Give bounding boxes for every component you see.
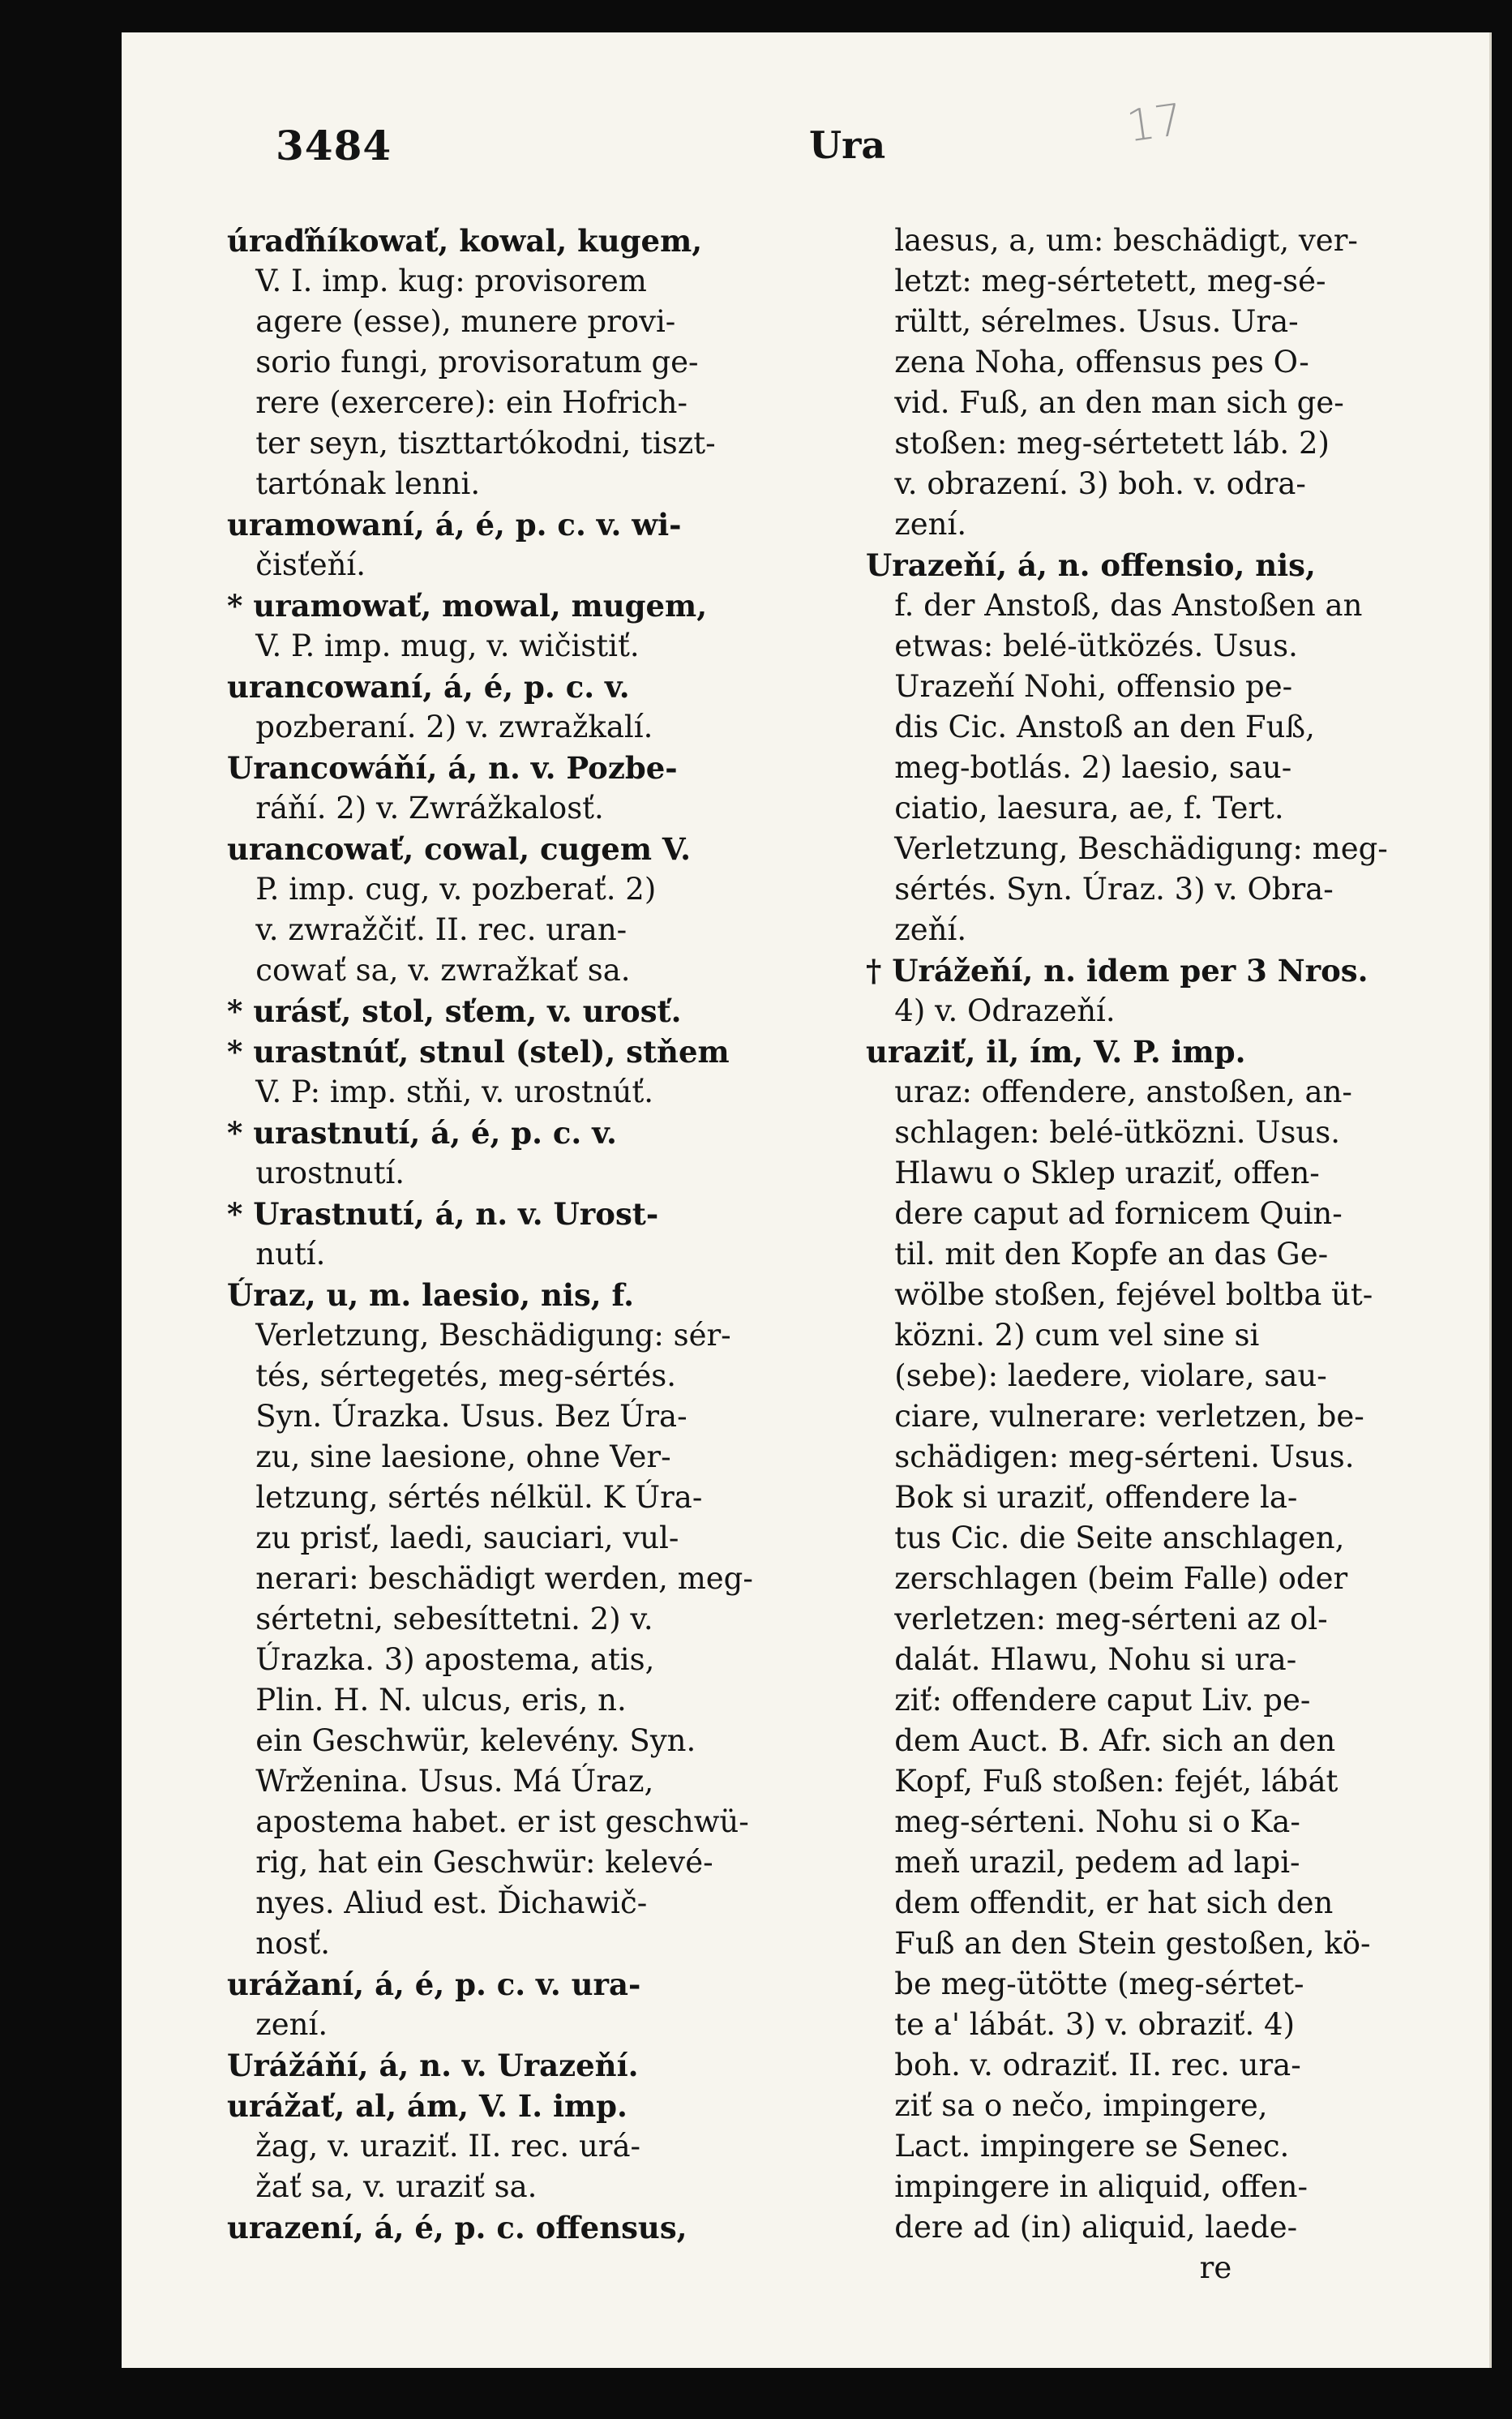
entry-line: Syn. Úrazka. Usus. Bez Úra- <box>227 1399 687 1434</box>
running-head: Ura <box>809 123 886 167</box>
entry-line: apostema habet. er ist geschwü- <box>227 1804 749 1839</box>
entry-line: zena Noha, offensus pes O- <box>866 345 1309 380</box>
entry-line: rültt, sérelmes. Usus. Ura- <box>866 304 1299 339</box>
entry-line: ciatio, laesura, ae, f. Tert. <box>866 791 1284 826</box>
entry-line: v. zwražčiť. II. rec. uran- <box>227 912 628 947</box>
entry-line: nosť. <box>227 1926 331 1961</box>
entry-line: be meg-ütötte (meg-sértet- <box>866 1967 1304 2001</box>
entry-line: te a' lábát. 3) v. obraziť. 4) <box>866 2007 1296 2042</box>
entry-line: čisťeňí. <box>227 547 366 582</box>
entry-line: Lact. impingere se Senec. <box>866 2129 1290 2164</box>
entry-line: impingere in aliquid, offen- <box>866 2169 1308 2204</box>
entry-line: nutí. <box>227 1237 326 1272</box>
entry-line: dis Cic. Anstoß an den Fuß, <box>866 710 1315 744</box>
entry-headword-line: Urancowáňí, á, n. v. Pozbe- <box>227 750 678 786</box>
entry-line: dere caput ad fornicem Quin- <box>866 1196 1343 1231</box>
entry-line: til. mit den Kopfe an das Ge- <box>866 1237 1329 1272</box>
entry-line: nerari: beschädigt werden, meg- <box>227 1561 753 1596</box>
entry-line: zerschlagen (beim Falle) oder <box>866 1561 1348 1596</box>
entry-line: Verletzung, Beschädigung: meg- <box>866 831 1388 866</box>
entry-line: sértés. Syn. Úraz. 3) v. Obra- <box>866 872 1334 907</box>
entry-line: zu, sine laesione, ohne Ver- <box>227 1439 671 1474</box>
entry-line: f. der Anstoß, das Anstoßen an <box>866 588 1363 623</box>
left-column <box>227 221 851 2248</box>
entry-line: zení. <box>866 507 967 542</box>
entry-line: letzt: meg-sértetett, meg-sé- <box>866 264 1326 298</box>
entry-line: Bok si uraziť, offendere la- <box>866 1480 1298 1515</box>
entry-line: laesus, a, um: beschädigt, ver- <box>866 223 1358 258</box>
dictionary-page <box>122 32 1492 2368</box>
entry-headword-line: Úraz, u, m. laesio, nis, f. <box>227 1277 635 1313</box>
entry-line: Wrženina. Usus. Má Úraz, <box>227 1764 654 1799</box>
entry-line: zení. <box>227 2007 328 2042</box>
entry-line: schlagen: belé-ütközni. Usus. <box>866 1115 1340 1150</box>
entry-line: cowať sa, v. zwražkať sa. <box>227 953 631 988</box>
entry-line: meg-sérteni. Nohu si o Ka- <box>866 1804 1300 1839</box>
entry-line: uraz: offendere, anstoßen, an- <box>866 1074 1352 1109</box>
entry-line: schädigen: meg-sérteni. Usus. <box>866 1439 1355 1474</box>
entry-line: Urazeňí Nohi, offensio pe- <box>866 669 1293 704</box>
entry-headword-line: uramowaní, á, é, p. c. v. wi- <box>227 507 682 543</box>
entry-headword-line: uraziť, il, ím, V. P. imp. <box>866 1034 1246 1070</box>
entry-line: (sebe): laedere, violare, sau- <box>866 1358 1327 1393</box>
entry-line: Hlawu o Sklep uraziť, offen- <box>866 1156 1320 1190</box>
entry-line: rere (exercere): ein Hofrich- <box>227 385 687 420</box>
entry-headword-line: * urásť, stol, sťem, v. urosť. <box>227 993 682 1029</box>
entry-line: nyes. Aliud est. Ďichawič- <box>227 1885 648 1920</box>
entry-line: Úrazka. 3) apostema, atis, <box>227 1642 655 1677</box>
entry-headword-line: † Urážeňí, n. idem per 3 Nros. <box>866 953 1369 989</box>
entry-headword-line: urancowaní, á, é, p. c. v. <box>227 669 630 705</box>
entry-line: žať sa, v. uraziť sa. <box>227 2169 538 2204</box>
entry-line: zu prisť, laedi, sauciari, vul- <box>227 1520 679 1555</box>
entry-headword-line: urancowať, cowal, cugem V. <box>227 831 692 867</box>
entry-line: V. I. imp. kug: provisorem <box>227 264 647 298</box>
page-number: 3484 <box>276 122 392 169</box>
entry-line: P. imp. cug, v. pozberať. 2) <box>227 872 657 907</box>
entry-line: meg-botlás. 2) laesio, sau- <box>866 750 1292 785</box>
right-column <box>866 221 1482 2288</box>
entry-line: agere (esse), munere provi- <box>227 304 676 339</box>
entry-line: pozberaní. 2) v. zwražkalí. <box>227 710 653 744</box>
entry-line: dalát. Hlawu, Nohu si ura- <box>866 1642 1297 1677</box>
entry-line: Plin. H. N. ulcus, eris, n. <box>227 1683 627 1718</box>
entry-line: meň urazil, pedem ad lapi- <box>866 1845 1300 1880</box>
entry-line: zeňí. <box>866 912 967 947</box>
entry-line: v. obrazení. 3) boh. v. odra- <box>866 466 1306 501</box>
entry-line: urostnutí. <box>227 1156 405 1190</box>
entry-line: žag, v. uraziť. II. rec. urá- <box>227 2129 641 2164</box>
entry-line: ziť sa o nečo, impingere, <box>866 2088 1268 2123</box>
page-header <box>122 93 1489 178</box>
entry-headword-line: * urastnutí, á, é, p. c. v. <box>227 1115 617 1151</box>
entry-line: verletzen: meg-sérteni az ol- <box>866 1602 1328 1636</box>
entry-line: re <box>866 2250 1232 2285</box>
entry-headword-line: urážaní, á, é, p. c. v. ura- <box>227 1967 641 2002</box>
entry-headword-line: Urazeňí, á, n. offensio, nis, <box>866 547 1316 583</box>
entry-line: tus Cic. die Seite anschlagen, <box>866 1520 1345 1555</box>
entry-headword-line: * Urastnutí, á, n. v. Urost- <box>227 1196 659 1232</box>
entry-line: stoßen: meg-sértetett láb. 2) <box>866 426 1330 461</box>
entry-line: Verletzung, Beschädigung: sér- <box>227 1318 731 1353</box>
entry-line: ziť: offendere caput Liv. pe- <box>866 1683 1311 1718</box>
entry-line: Fuß an den Stein gestoßen, kö- <box>866 1926 1371 1961</box>
entry-headword-line: úraďňíkowať, kowal, kugem, <box>227 223 703 259</box>
entry-headword-line: urážať, al, ám, V. I. imp. <box>227 2088 628 2124</box>
entry-headword-line: * urastnúť, stnul (stel), stňem <box>227 1034 730 1070</box>
entry-line: letzung, sértés nélkül. K Úra- <box>227 1480 703 1515</box>
entry-line: ein Geschwür, kelevény. Syn. <box>227 1723 696 1758</box>
entry-headword-line: * uramowať, mowal, mugem, <box>227 588 708 624</box>
entry-line: ciare, vulnerare: verletzen, be- <box>866 1399 1364 1434</box>
entry-line: ter seyn, tiszttartókodni, tiszt- <box>227 426 716 461</box>
entry-line: Kopf, Fuß stoßen: fejét, lábát <box>866 1764 1339 1799</box>
entry-line: boh. v. odraziť. II. rec. ura- <box>866 2048 1301 2082</box>
entry-line: dem offendit, er hat sich den <box>866 1885 1334 1920</box>
entry-headword-line: urazení, á, é, p. c. offensus, <box>227 2210 687 2245</box>
entry-line: vid. Fuß, an den man sich ge- <box>866 385 1344 420</box>
entry-line: etwas: belé-ütközés. Usus. <box>866 628 1298 663</box>
entry-line: ráňí. 2) v. Zwrážkalosť. <box>227 791 604 826</box>
entry-line: wölbe stoßen, fejével boltba üt- <box>866 1277 1373 1312</box>
entry-headword-line: Urážáňí, á, n. v. Urazeňí. <box>227 2048 639 2083</box>
entry-line: tés, sértegetés, meg-sértés. <box>227 1358 677 1393</box>
entry-line: dem Auct. B. Afr. sich an den <box>866 1723 1336 1758</box>
entry-line: V. P. imp. mug, v. wičistiť. <box>227 628 640 663</box>
entry-line: dere ad (in) aliquid, laede- <box>866 2210 1298 2245</box>
entry-line: tartónak lenni. <box>227 466 481 501</box>
entry-line: sorio fungi, provisoratum ge- <box>227 345 699 380</box>
entry-line: 4) v. Odrazeňí. <box>866 993 1116 1028</box>
entry-line: V. P: imp. stňi, v. urostnúť. <box>227 1074 654 1109</box>
entry-line: rig, hat ein Geschwür: kelevé- <box>227 1845 713 1880</box>
pencil-annotation: 17 <box>1123 93 1186 152</box>
entry-line: sértetni, sebesíttetni. 2) v. <box>227 1602 653 1636</box>
entry-line: közni. 2) cum vel sine si <box>866 1318 1260 1353</box>
